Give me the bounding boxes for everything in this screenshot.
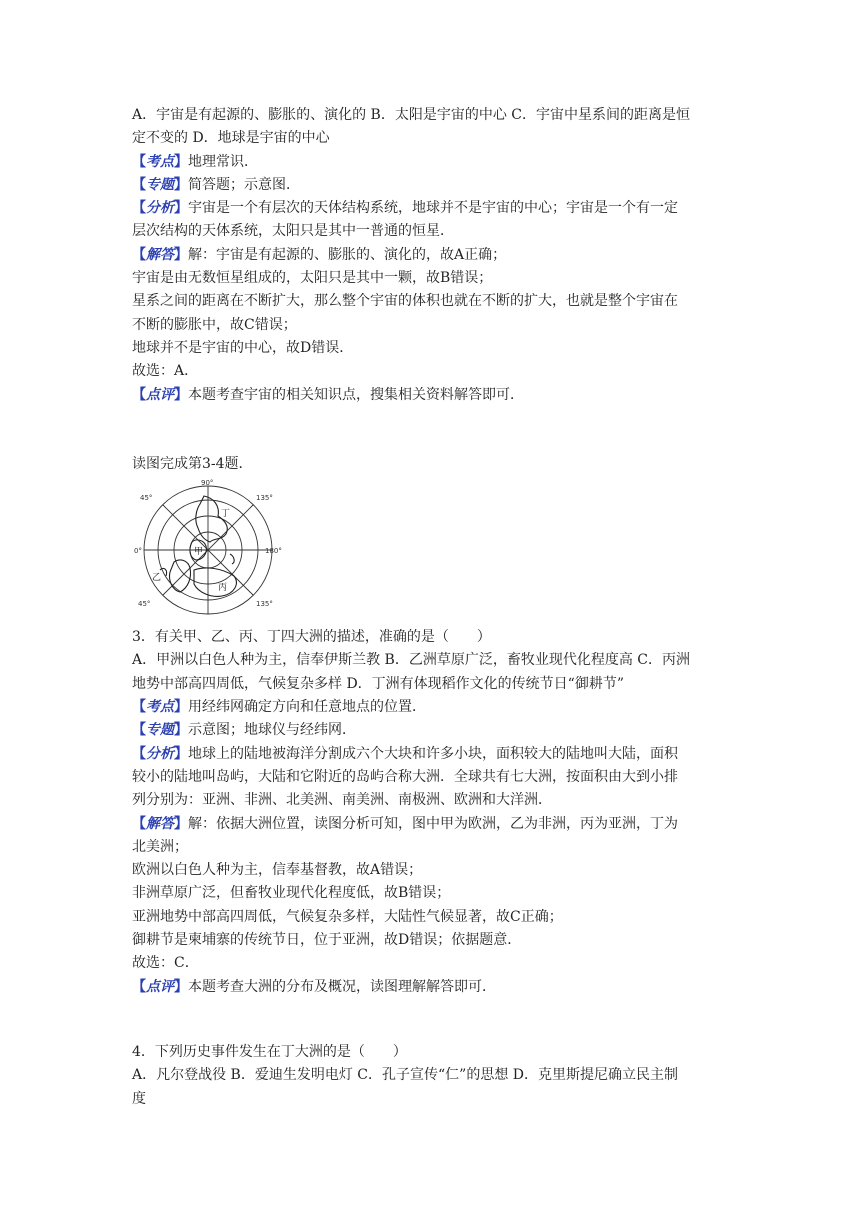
label-jia: 甲 — [194, 547, 204, 558]
q3-options-line1: A．甲洲以白色人种为主，信奉伊斯兰教 B．乙洲草原广泛，畜牧业现代化程度高 C．丙洲 — [132, 652, 691, 669]
q2-fenxi: 【分析】宇宙是一个有层次的天体结构系统，地球并不是宇宙的中心；宇宙是一个有一定 — [132, 200, 678, 217]
q3-jieda-line4: 非洲草原广泛，但畜牧业现代化程度低，故B错误； — [132, 885, 451, 902]
kaodian-text: 地理常识． — [188, 153, 258, 170]
q4-options-line1: A．凡尔登战役 B．爱迪生发明电灯 C．孔子宣传“仁”的思想 D．克里斯提尼确立民主制 — [132, 1067, 678, 1084]
polar-map-figure — [134, 480, 280, 622]
q2-jieda-line4: 不断的膨胀中，故C错误； — [132, 316, 297, 333]
zhuanti-text: 简答题；示意图． — [188, 176, 300, 193]
label-ding: 丁 — [221, 509, 231, 520]
fenxi-text: 地球上的陆地被海洋分割成六个大块和许多小块，面积较大的陆地叫大陆，面积 — [188, 745, 678, 762]
dianping-label: 点评 — [146, 978, 174, 995]
q3-answer: 故选：C． — [132, 955, 199, 972]
label-90: 90° — [201, 479, 214, 488]
fenxi-label: 分析 — [146, 200, 174, 217]
kaodian-label: 考点 — [146, 153, 174, 170]
jieda-label: 解答 — [146, 246, 174, 263]
polar-map-svg — [134, 480, 280, 622]
fenxi-label: 分析 — [146, 745, 174, 762]
q3-fenxi: 【分析】地球上的陆地被海洋分割成六个大块和许多小块，面积较大的陆地叫大陆，面积 — [132, 745, 678, 762]
kaodian-text: 用经纬网确定方向和任意地点的位置． — [188, 699, 426, 716]
q2-answer: 故选：A． — [132, 363, 199, 380]
label-45-top: 45° — [140, 494, 153, 503]
q2-options-line2: 定不变的 D．地球是宇宙的中心 — [132, 130, 330, 147]
q2-options-line1: A．宇宙是有起源的、膨胀的、演化的 B．太阳是宇宙的中心 C．宇宙中星系间的距离是恒 — [132, 107, 691, 123]
figure-intro: 读图完成第3-4题． — [132, 455, 253, 472]
q3-jieda-line2: 北美洲； — [132, 838, 188, 855]
fenxi-text: 宇宙是一个有层次的天体结构系统，地球并不是宇宙的中心；宇宙是一个有一定 — [188, 200, 678, 217]
dianping-text: 本题考查大洲的分布及概况，读图理解解答即可． — [188, 978, 496, 995]
q3-fenxi-line3: 列分别为：亚洲、非洲、北美洲、南美洲、南极洲、欧洲和大洋洲． — [132, 792, 552, 809]
q3-jieda-line3: 欧洲以白色人种为主，信奉基督教，故A错误； — [132, 862, 423, 879]
label-135-top: 135° — [256, 494, 273, 503]
q4-options-line2: 度 — [132, 1090, 146, 1107]
zhuanti-text: 示意图；地球仪与经纬网． — [188, 722, 356, 739]
jieda-text: 解：依据大洲位置，读图分析可知，图中甲为欧洲，乙为非洲，丙为亚洲，丁为 — [188, 815, 678, 832]
q2-jieda-line2: 宇宙是由无数恒星组成的，太阳只是其中一颗，故B错误； — [132, 270, 493, 287]
q2-jieda: 【解答】解：宇宙是有起源的、膨胀的、演化的，故A正确； — [132, 246, 507, 263]
dianping-label: 点评 — [146, 386, 174, 403]
q2-zhuanti: 【专题】简答题；示意图． — [132, 176, 300, 193]
label-yi: 乙 — [152, 573, 162, 584]
q3-stem: 3．有关甲、乙、丙、丁四大洲的描述，准确的是（ ） — [132, 629, 491, 646]
label-45-bottom: 45° — [138, 600, 151, 609]
q4-stem: 4．下列历史事件发生在丁大洲的是（ ） — [132, 1043, 407, 1060]
zhuanti-label: 专题 — [146, 722, 174, 739]
q2-jieda-line5: 地球并不是宇宙的中心，故D错误． — [132, 339, 354, 356]
q2-dianping: 【点评】本题考查宇宙的相关知识点，搜集相关资料解答即可． — [132, 386, 524, 403]
label-bing: 丙 — [218, 583, 228, 594]
q3-jieda: 【解答】解：依据大洲位置，读图分析可知，图中甲为欧洲，乙为非洲，丙为亚洲，丁为 — [132, 815, 678, 832]
q3-kaodian: 【考点】用经纬网确定方向和任意地点的位置． — [132, 699, 426, 716]
q2-jieda-line3: 星系之间的距离在不断扩大，那么整个宇宙的体积也就在不断的扩大，也就是整个宇宙在 — [132, 293, 678, 310]
kaodian-label: 考点 — [146, 699, 174, 716]
spacer — [132, 407, 744, 453]
q3-zhuanti: 【专题】示意图；地球仪与经纬网． — [132, 722, 356, 739]
q2-kaodian: 【考点】地理常识． — [132, 153, 258, 170]
spacer — [132, 999, 744, 1041]
q3-fenxi-line2: 较小的陆地叫岛屿，大陆和它附近的岛屿合称大洲．全球共有七大洲，按面积由大到小排 — [132, 768, 678, 785]
q3-dianping: 【点评】本题考查大洲的分布及概况，读图理解解答即可． — [132, 978, 496, 995]
jieda-text: 解：宇宙是有起源的、膨胀的、演化的，故A正确； — [188, 246, 507, 263]
q3-jieda-line6: 御耕节是柬埔寨的传统节日，位于亚洲，故D错误；依据题意． — [132, 932, 522, 949]
q3-jieda-line5: 亚洲地势中部高四周低，气候复杂多样，大陆性气候显著，故C正确； — [132, 908, 563, 925]
jieda-label: 解答 — [146, 815, 174, 832]
dianping-text: 本题考查宇宙的相关知识点，搜集相关资料解答即可． — [188, 386, 524, 403]
q3-options-line2: 地势中部高四周低，气候复杂多样 D．丁洲有体现稻作文化的传统节日“御耕节” — [132, 675, 624, 692]
zhuanti-label: 专题 — [146, 176, 174, 193]
label-0: 0° — [134, 547, 142, 556]
q2-fenxi-line2: 层次结构的天体系统，太阳只是其中一普通的恒星． — [132, 223, 454, 240]
document-page — [132, 104, 744, 1111]
label-180: 180° — [265, 547, 282, 556]
label-135-bottom: 135° — [256, 600, 273, 609]
